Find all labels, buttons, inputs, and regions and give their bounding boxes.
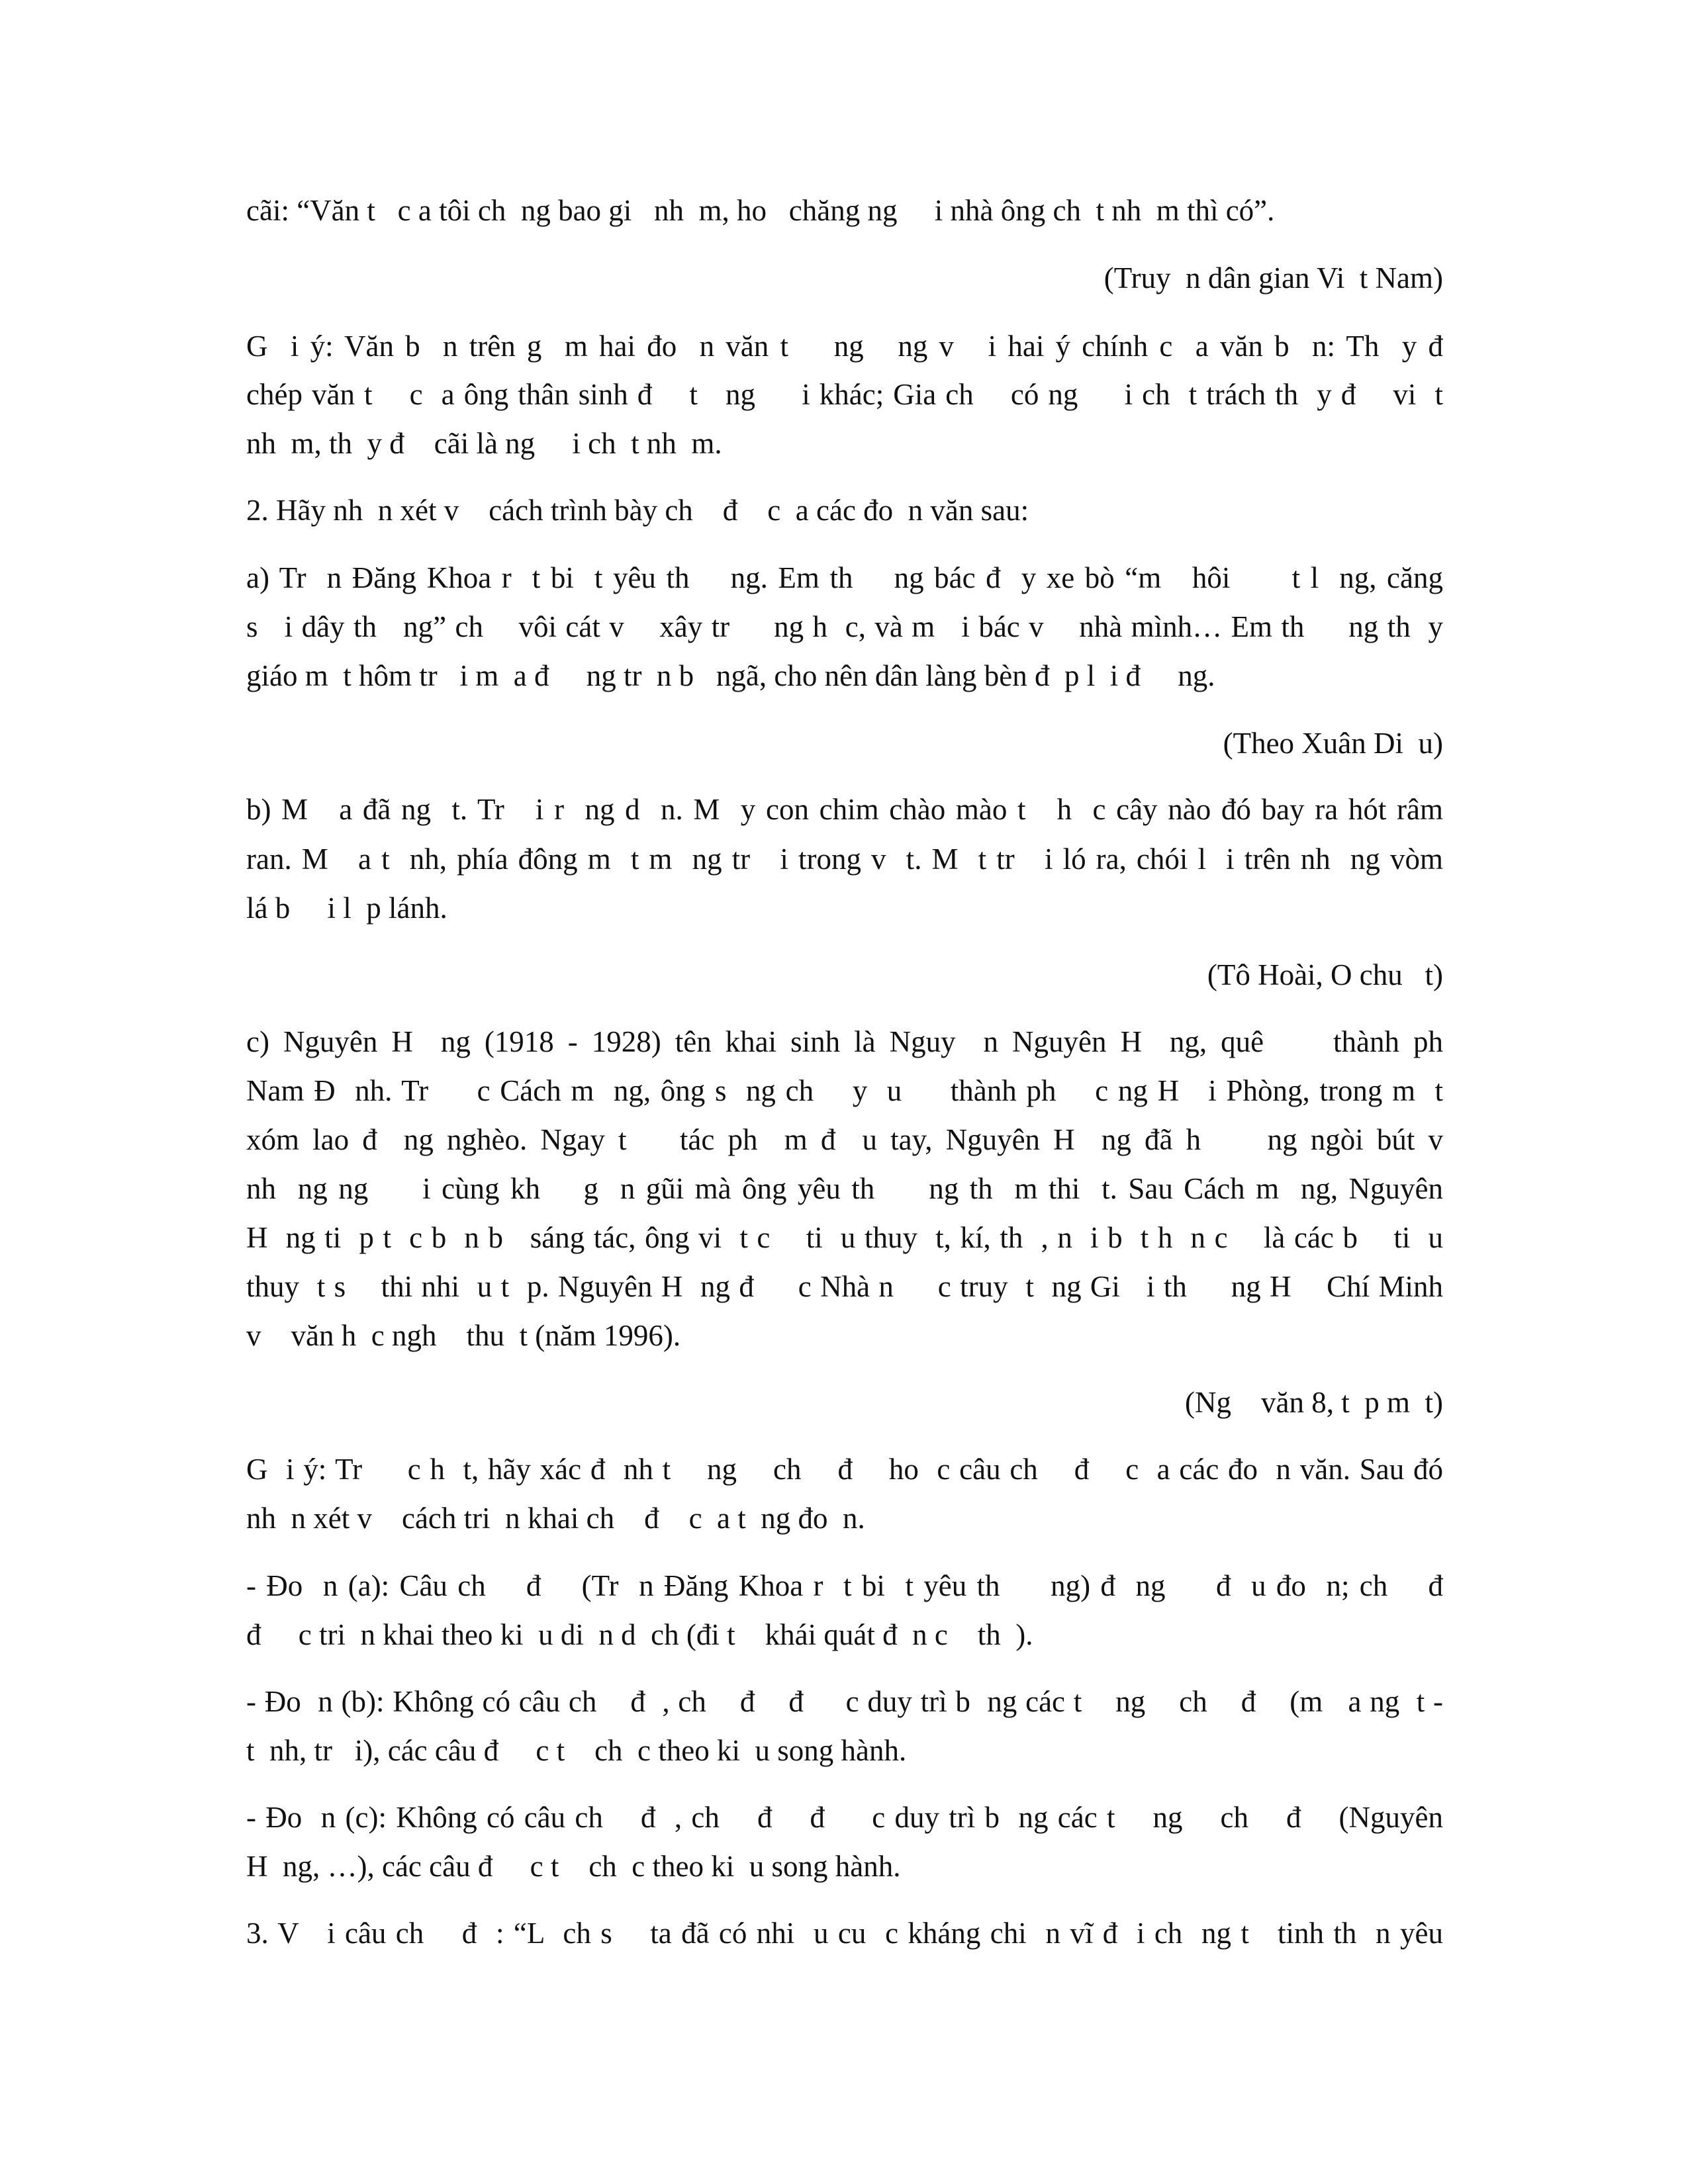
- text-line: - Đo n (a): Câu ch đ (Tr n Đăng Khoa r t bi t yêu th ng) đ ng đ u đo n; ch đ: [246, 1569, 1443, 1602]
- text-line: giáo m t hôm tr i m a đ ng tr n b ngã, cho nên dân làng bèn đ p l i đ ng.: [246, 659, 1215, 692]
- text-line: H ng, …), các câu đ c t ch c theo ki u song hành.: [246, 1850, 901, 1883]
- text-line: a) Tr n Đăng Khoa r t bi t yêu th ng. Em th ng bác đ y xe bò “m hôi t l ng, căng: [246, 561, 1443, 594]
- text-line: xóm lao đ ng nghèo. Ngay t tác ph m đ u tay, Nguyên H ng đã h ng ngòi bút v: [246, 1123, 1443, 1156]
- question-heading: 2. Hãy nh n xét v cách trình bày ch đ c a các đo n văn sau:: [246, 494, 1029, 527]
- text-line: s i dây th ng” ch vôi cát v xây tr ng h c, và m i bác v nhà mình… Em th ng th y: [246, 610, 1443, 643]
- text-line: cãi: “Văn t c a tôi ch ng bao gi nh m, ho chăng ng i nhà ông ch t nh m thì có”.: [246, 194, 1275, 227]
- text-line: c) Nguyên H ng (1918 - 1928) tên khai sinh là Nguy n Nguyên H ng, quê thành ph: [246, 1025, 1443, 1058]
- text-line: đ c tri n khai theo ki u di n d ch (đi t khái quát đ n c th ).: [246, 1618, 1033, 1651]
- text-line: nh n xét v cách tri n khai ch đ c a t ng đo n.: [246, 1502, 865, 1535]
- text-line: lá b i l p lánh.: [246, 891, 447, 925]
- text-line: b) M a đã ng t. Tr i r ng d n. M y con chim chào mào t h c cây nào đó bay ra hót râm: [246, 793, 1443, 826]
- text-line: - Đo n (b): Không có câu ch đ , ch đ đ c duy trì b ng các t ng ch đ (m a ng t -: [246, 1685, 1443, 1718]
- source-citation: (Theo Xuân Di u): [1223, 727, 1443, 760]
- text-line: - Đo n (c): Không có câu ch đ , ch đ đ c duy trì b ng các t ng ch đ (Nguyên: [246, 1801, 1443, 1834]
- text-line: nh ng ng i cùng kh g n gũi mà ông yêu th ng th m thi t. Sau Cách m ng, Nguyên: [246, 1172, 1443, 1205]
- text-line: G i ý: Tr c h t, hãy xác đ nh t ng ch đ ho c câu ch đ c a các đo n văn. Sau đó: [246, 1453, 1443, 1486]
- text-line: t nh, tr i), các câu đ c t ch c theo ki u song hành.: [246, 1734, 907, 1767]
- text-line: chép văn t c a ông thân sinh đ t ng i khác; Gia ch có ng i ch t trách th y đ vi t: [246, 378, 1443, 411]
- source-citation: (Truy n dân gian Vi t Nam): [1103, 261, 1443, 295]
- source-citation: (Tô Hoài, O chu t): [1207, 958, 1443, 991]
- text-line: ran. M a t nh, phía đông m t m ng tr i trong v t. M t tr i ló ra, chói l i trên nh ng vòm: [246, 842, 1443, 876]
- text-line: Nam Đ nh. Tr c Cách m ng, ông s ng ch y u thành ph c ng H i Phòng, trong m t: [246, 1074, 1443, 1107]
- source-citation: (Ng văn 8, t p m t): [1185, 1386, 1443, 1419]
- text-line: nh m, th y đ cãi là ng i ch t nh m.: [246, 427, 722, 460]
- text-line: G i ý: Văn b n trên g m hai đo n văn t ng ng v i hai ý chính c a văn b n: Th y đ: [246, 330, 1443, 363]
- text-line: H ng ti p t c b n b sáng tác, ông vi t c ti u thuy t, kí, th , n i b t h n c là các b ti u: [246, 1221, 1443, 1254]
- question-heading: 3. V i câu ch đ : “L ch s ta đã có nhi u cu c kháng chi n vĩ đ i ch ng t tinh th n yêu: [246, 1917, 1443, 1950]
- text-line: thuy t s thi nhi u t p. Nguyên H ng đ c Nhà n c truy t ng Gi i th ng H Chí Minh: [246, 1270, 1443, 1303]
- text-line: v văn h c ngh thu t (năm 1996).: [246, 1319, 681, 1352]
